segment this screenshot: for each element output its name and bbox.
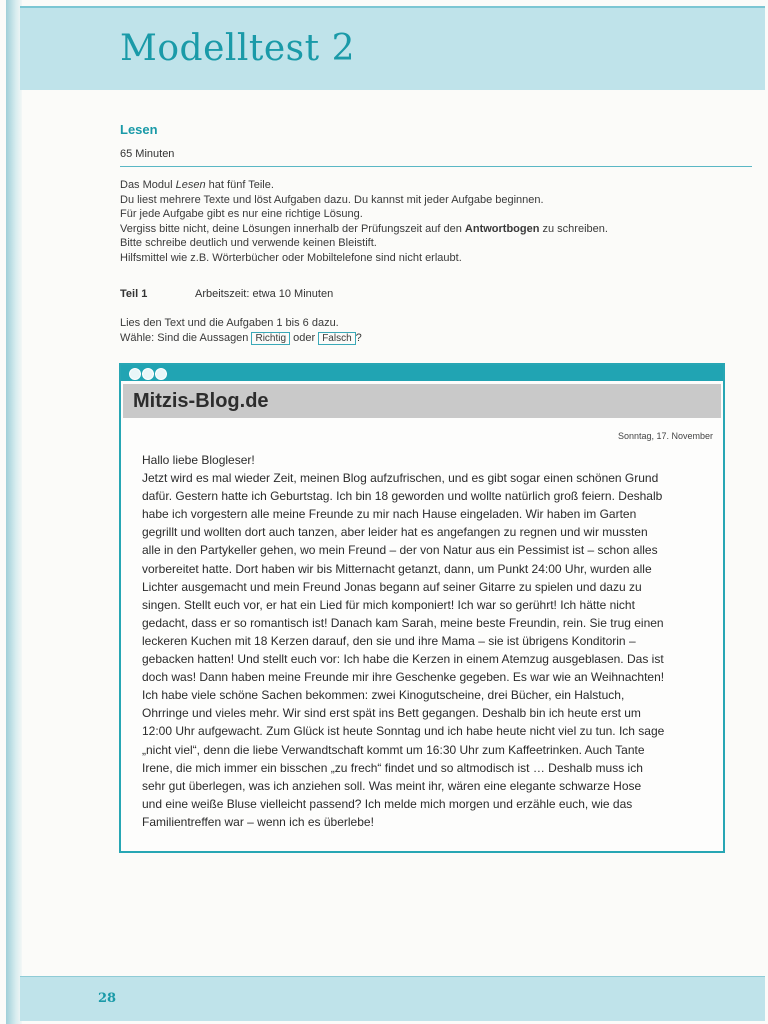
blog-line: gebacken hatten! Und stellt euch vor: Ich habe die Kerzen in einem Atemzug ausgeblasen. Das ist (142, 652, 664, 667)
instruction-line: Du liest mehrere Texte und löst Aufgaben dazu. Du kannst mit jeder Aufgabe beginnen. (120, 193, 544, 206)
blog-window (119, 363, 725, 853)
footer-band (20, 976, 765, 1021)
blog-line: gegrillt und wollten dort auch tanzen, aber leider hat es angefangen zu regnen und wir mussten (142, 525, 648, 540)
window-dot-icon (142, 368, 154, 380)
section-duration: 65 Minuten (120, 148, 175, 160)
part-time: Arbeitszeit: etwa 10 Minuten (195, 288, 334, 300)
page-title: Modelltest 2 (120, 28, 355, 69)
blog-line: Jetzt wird es mal wieder Zeit, meinen Blog aufzufrischen, und es gibt sogar einen schönen Grund (142, 471, 659, 486)
blog-header-bar (123, 384, 721, 418)
blog-line: Ohrringe und vieles mehr. Wir sind erst spät ins Bett gegangen. Deshalb bin ich heute erst um (142, 706, 641, 721)
blog-line: habe ich vorgestern alle meine Freunde zu mir nach Hause eingeladen. Wir haben im Garten (142, 507, 637, 522)
instruction-line: Für jede Aufgabe gibt es nur eine richtige Lösung. (120, 208, 363, 221)
blog-line: alle in den Partykeller gehen, wo mein Freund – der von Natur aus ein Pessimist ist – schon alles (142, 543, 658, 558)
window-dot-icon (155, 368, 167, 380)
option-richtig-label: Richtig (251, 332, 290, 345)
blog-line: gedacht, dass er so romantisch ist! Danach kam Sarah, meine beste Freundin, rein. Sie trug einen (142, 615, 664, 630)
instructions (120, 178, 760, 266)
blog-site-name: Mitzis-Blog.de (133, 390, 269, 412)
blog-line: leckeren Kuchen mit 18 Kerzen darauf, den sie und ihre Mama – sie ist übrigens Konditorin – (142, 633, 636, 648)
instruction-line: Das Modul Lesen hat fünf Teile. (120, 179, 274, 191)
page-edge (6, 0, 22, 1024)
task-line: Lies den Text und die Aufgaben 1 bis 6 dazu. (120, 317, 339, 329)
blog-text (142, 451, 717, 831)
instruction-line: Bitte schreibe deutlich und verwende keinen Bleistift. (120, 237, 377, 250)
blog-line: Familientreffen war – wenn ich es überlebe! (142, 814, 374, 829)
blog-line: singen. Stellt euch vor, er hat ein Lied für mich komponiert! Ich war so gerührt! Ich hätte nicht (142, 597, 635, 612)
blog-line: Irene, die mich immer ein bisschen „zu frech“ findet und so altmodisch ist … Deshalb muss ich (142, 760, 643, 775)
blog-date: Sonntag, 17. November (617, 431, 713, 441)
blog-line: vorbereitet hatte. Dort haben wir bis Mitternacht getanzt, dann, um Punkt 24:00 Uhr, wurden alle (142, 561, 652, 576)
option-falsch-label: Falsch (318, 332, 355, 345)
blog-line: doch was! Dann haben meine Freunde mir ihre Geschenke gegeben. Es war wie an Weihnachten! (142, 670, 665, 685)
blog-line: sehr gut überlegen, was ich anziehen soll. Was meint ihr, wären eine elegante schwarze Hose (142, 778, 642, 793)
blog-line: Lichter ausgemacht und mein Freund Jonas begann auf seiner Gitarre zu spielen und dazu zu (142, 579, 642, 594)
instruction-line: Hilfsmittel wie z.B. Wörterbücher oder Mobiltelefone sind nicht erlaubt. (120, 251, 462, 264)
blog-line: Hallo liebe Blogleser! (142, 453, 255, 467)
instruction-line: Vergiss bitte nicht, deine Lösungen innerhalb der Prüfungszeit auf den Antwortbogen zu schreiben. (120, 222, 608, 235)
task-instructions (120, 316, 362, 346)
part-heading (120, 288, 333, 300)
window-dot-icon (129, 368, 141, 380)
section-title: Lesen (120, 122, 158, 137)
blog-line: „nicht viel“, denn die liebe Verwandtschaft kommt um 16:30 Uhr zum Kaffeetrinken. Auch Tante (142, 742, 645, 757)
page-number: 28 (98, 991, 117, 1006)
blog-line: 12:00 Uhr aufgewacht. Zum Glück ist heute Sonntag und ich habe heute nicht viel zu tun. Ich sage (142, 724, 665, 739)
blog-line: dafür. Gestern hatte ich Geburtstag. Ich bin 18 geworden und wollte natürlich groß feiern. Deshalb (142, 489, 663, 504)
blog-window-titlebar (121, 365, 723, 381)
section-divider (120, 166, 752, 167)
blog-line: Ich habe viele schöne Sachen bekommen: zwei Kinogutscheine, drei Bücher, ein Halstuch, (142, 688, 625, 703)
task-line: Wähle: Sind die Aussagen Richtig oder Falsch ? (120, 331, 362, 344)
blog-line: und eine weiße Bluse vielleicht passend? Ich melde mich morgen und erzähle euch, wie das (142, 796, 633, 811)
part-number: Teil 1 (120, 288, 148, 300)
